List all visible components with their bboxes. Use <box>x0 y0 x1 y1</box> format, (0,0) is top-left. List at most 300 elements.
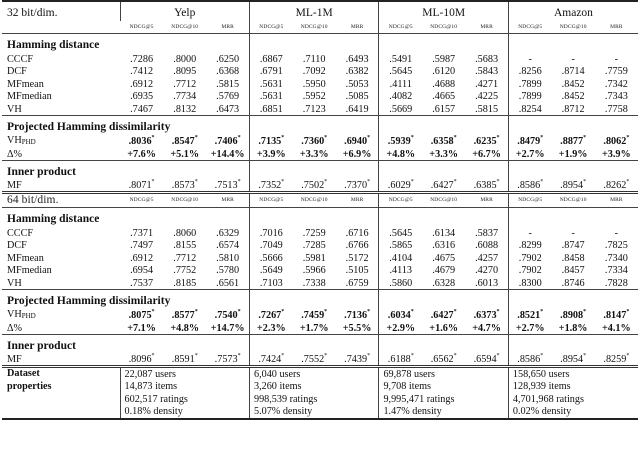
metric-value: +14.7% <box>210 322 245 334</box>
metric-header: MRR <box>480 23 493 30</box>
section-header-row <box>2 116 638 136</box>
section-header-row <box>2 208 638 228</box>
metric-value: .5865 <box>379 240 422 253</box>
significance-star: * <box>151 135 155 141</box>
significance-star: * <box>540 309 544 315</box>
dataset-stat: 4,701,968 ratings <box>508 393 638 406</box>
metric-value: .5669 <box>379 103 422 116</box>
dataset-header: ML-1M <box>249 1 378 21</box>
table-row <box>2 53 638 66</box>
metric-value: .7899 <box>508 91 551 104</box>
significance-star: * <box>453 179 457 185</box>
significance-star: * <box>237 135 241 141</box>
dataset-stat: 128,939 items <box>508 381 638 394</box>
metric-value: .7513* <box>214 179 241 191</box>
dataset-stat: 158,650 users <box>508 367 638 381</box>
metric-header: NDCG@5 <box>508 21 551 34</box>
method-name: DCF <box>7 240 27 252</box>
metric-value: +1.8% <box>558 322 588 334</box>
metric-value: .7016 <box>249 227 292 240</box>
metric-value: .8747 <box>561 240 585 252</box>
metric-value: .4679 <box>432 265 456 277</box>
metric-value: .6851 <box>249 103 292 116</box>
metric-value: .5780 <box>216 265 240 277</box>
method-name: $VH_{PHD}$ <box>7 135 36 146</box>
method-name: CCCF <box>7 227 34 239</box>
metric-value: .8132 <box>173 103 197 115</box>
table-row <box>2 78 638 91</box>
metric-value: .6368 <box>216 66 240 78</box>
significance-star: * <box>410 309 414 315</box>
metric-value: .7338 <box>302 277 326 289</box>
significance-star: * <box>496 179 500 185</box>
significance-star: * <box>151 309 155 315</box>
metric-value: .8591* <box>171 353 198 365</box>
metric-value: .6912 <box>130 78 154 90</box>
metric-value: .7049 <box>249 240 292 253</box>
metric-header: NDCG@10 <box>171 23 199 30</box>
significance-star: * <box>194 353 198 359</box>
metric-value: .4688 <box>432 78 456 90</box>
metric-value: - <box>614 227 619 239</box>
dataset-stat: 9,995,471 ratings <box>379 393 508 406</box>
metric-header: NDCG@5 <box>120 193 163 208</box>
metric-value: .8479* <box>508 135 551 148</box>
metric-header: NDCG@10 <box>163 193 206 208</box>
metric-value: - <box>571 227 575 239</box>
section-header-row <box>2 290 638 310</box>
metric-value: .6235* <box>473 135 500 147</box>
table-row <box>2 66 638 79</box>
metric-value: .4675 <box>432 252 456 264</box>
method-subscript: PHD <box>21 138 36 146</box>
metric-value: .4270 <box>475 265 499 277</box>
metric-header: MRR <box>595 193 638 208</box>
metric-value: +7.6% <box>127 148 156 160</box>
results-table <box>2 0 638 420</box>
metric-value: .7123 <box>302 103 326 115</box>
table-row <box>2 309 638 322</box>
metric-value: .5966 <box>302 265 326 277</box>
method-name: MFmean <box>7 252 44 264</box>
dataset-stat: 22,087 users <box>120 367 249 381</box>
metric-value: .7136* <box>344 309 371 321</box>
metric-value: .6716 <box>345 227 369 239</box>
metric-value: .7267* <box>249 309 292 322</box>
metric-value: .8573* <box>171 179 198 191</box>
dataset-stat: 998,539 ratings <box>249 393 378 406</box>
section-header-row <box>2 161 638 181</box>
metric-value: .8452 <box>561 78 585 90</box>
dataset-stat: 9,708 items <box>379 381 508 394</box>
table-row <box>2 91 638 104</box>
metric-value: .6385* <box>473 179 500 191</box>
metric-value: .4271 <box>475 78 499 90</box>
metric-header-row <box>2 21 638 34</box>
metric-header: MRR <box>206 193 249 208</box>
dataset-properties-label <box>2 393 120 406</box>
metric-value: .5769 <box>216 91 240 103</box>
metric-value: .6358* <box>430 135 457 147</box>
metric-value: .7103 <box>249 277 292 290</box>
metric-value: - <box>614 53 619 65</box>
metric-value: .7340 <box>604 252 628 264</box>
significance-star: * <box>324 135 328 141</box>
method-name: VH <box>7 103 22 115</box>
metric-value: .8185 <box>173 277 197 289</box>
metric-value: .6940* <box>344 135 371 147</box>
dataset-stat: 69,878 users <box>379 367 508 381</box>
metric-value: .7902 <box>508 265 551 278</box>
metric-value: .8712 <box>561 103 585 115</box>
metric-value: .7424* <box>249 354 292 367</box>
metric-value: .5843 <box>475 66 499 78</box>
metric-value: .4111 <box>379 78 422 91</box>
method-name: MFmedian <box>7 265 52 277</box>
significance-star: * <box>626 309 630 315</box>
metric-value: .4104 <box>379 252 422 265</box>
significance-star: * <box>626 135 630 141</box>
metric-value: .7734 <box>173 91 197 103</box>
dataset-properties-row <box>2 406 638 420</box>
metric-value: .6759 <box>345 277 369 289</box>
significance-star: * <box>194 309 198 315</box>
significance-star: * <box>453 135 457 141</box>
significance-star: * <box>583 179 587 185</box>
dataset-stat: 0.02% density <box>508 406 638 420</box>
metric-value: .8256 <box>508 66 551 79</box>
method-name: CCCF <box>7 53 34 65</box>
metric-header: MRR <box>221 23 234 30</box>
significance-star: * <box>324 309 328 315</box>
metric-value: .6427* <box>430 179 457 191</box>
metric-value: .8300 <box>508 277 551 290</box>
metric-value: .4082 <box>379 91 422 104</box>
significance-star: * <box>453 353 457 359</box>
metric-header: NDCG@10 <box>559 23 587 30</box>
bits-per-dim-label: 64 bit/dim. <box>2 193 120 208</box>
metric-value: .8060 <box>173 227 197 239</box>
metric-value: .8262* <box>603 179 630 191</box>
method-subscript: PHD <box>21 312 36 320</box>
metric-header: NDCG@10 <box>293 193 336 208</box>
metric-header: NDCG@10 <box>422 193 465 208</box>
metric-value: .6382 <box>345 66 369 78</box>
metric-value: .6134 <box>432 227 456 239</box>
metric-value: .5952 <box>302 91 326 103</box>
metric-value: .7712 <box>173 252 197 264</box>
significance-star: * <box>367 179 371 185</box>
significance-star: * <box>540 353 544 359</box>
significance-star: * <box>281 353 285 359</box>
metric-value: .7439* <box>344 353 371 365</box>
metric-value: .6329 <box>216 227 240 239</box>
metric-value: .8259* <box>603 353 630 365</box>
table-row <box>2 265 638 278</box>
significance-star: * <box>151 179 155 185</box>
metric-value: .6013 <box>475 277 499 289</box>
metric-value: .7370* <box>344 179 371 191</box>
metric-value: .6316 <box>432 240 456 252</box>
dataset-stat: 6,040 users <box>249 367 378 381</box>
metric-value: .7412 <box>130 66 154 78</box>
metric-value: +4.8% <box>170 322 200 334</box>
metric-value: .8096* <box>128 353 155 365</box>
significance-star: * <box>626 179 630 185</box>
significance-star: * <box>151 353 155 359</box>
dataset-header: Yelp <box>120 1 249 21</box>
metric-value: .8586* <box>508 180 551 193</box>
metric-value: .5815 <box>475 103 499 115</box>
metric-value: .5987 <box>432 53 456 65</box>
metric-value: .7092 <box>302 66 326 78</box>
metric-value: - <box>571 53 575 65</box>
metric-value: .5950 <box>302 78 326 90</box>
metric-value: .5172 <box>345 252 369 264</box>
significance-star: * <box>540 179 544 185</box>
metric-value: .5645 <box>379 66 422 79</box>
significance-star: * <box>496 353 500 359</box>
method-name: MFmean <box>7 78 44 90</box>
dataset-stat: 1.47% density <box>379 406 508 420</box>
metric-value: .8547* <box>171 135 198 147</box>
bits-per-dim-label: 32 bit/dim. <box>2 1 120 21</box>
significance-star: * <box>367 309 371 315</box>
metric-value: .5815 <box>216 78 240 90</box>
metric-value: .8954* <box>560 353 587 365</box>
metric-value: .6561 <box>216 277 240 289</box>
table-row <box>2 240 638 253</box>
metric-value: .4225 <box>475 91 499 103</box>
significance-star: * <box>367 135 371 141</box>
metric-value: .8457 <box>561 265 585 277</box>
metric-value: .8000 <box>173 53 197 65</box>
metric-value: .8071* <box>128 179 155 191</box>
metric-value: .6250 <box>216 53 240 65</box>
metric-value: .8954* <box>560 179 587 191</box>
section-title: Inner product <box>2 161 120 181</box>
metric-value: .6029* <box>379 180 422 193</box>
metric-value: .8521* <box>508 309 551 322</box>
metric-value: .6562* <box>430 353 457 365</box>
metric-value: +4.1% <box>601 322 631 334</box>
metric-value: .5631 <box>249 78 292 91</box>
metric-value: .7459* <box>301 309 328 321</box>
metric-value: .6328 <box>432 277 456 289</box>
metric-value: .7342 <box>604 78 628 90</box>
metric-value: .7360* <box>301 135 328 147</box>
metric-value: .6594* <box>473 353 500 365</box>
metric-value: .6419 <box>345 103 369 115</box>
metric-value: .7537 <box>130 277 154 289</box>
table-row <box>2 180 638 193</box>
metric-header: NDCG@10 <box>300 23 328 30</box>
significance-star: * <box>410 135 414 141</box>
metric-header: MRR <box>336 193 379 208</box>
metric-value: +1.7% <box>299 322 329 334</box>
metric-value: .6791 <box>249 66 292 79</box>
metric-value: .5491 <box>379 53 422 66</box>
significance-star: * <box>583 353 587 359</box>
metric-value: .7110 <box>302 53 326 65</box>
metric-value: .8577* <box>171 309 198 321</box>
table-row <box>2 227 638 240</box>
metric-value: .7758 <box>604 103 628 115</box>
metric-value: .6473 <box>216 103 240 115</box>
significance-star: * <box>237 353 241 359</box>
metric-value: .5649 <box>249 265 292 278</box>
metric-value: .6157 <box>432 103 456 115</box>
metric-value: .6373* <box>473 309 500 321</box>
dataset-properties-label: Dataset <box>2 367 120 381</box>
metric-header: NDCG@10 <box>430 23 458 30</box>
dataset-properties-label <box>2 406 120 420</box>
metric-value: .7502* <box>301 179 328 191</box>
metric-value: +3.3% <box>429 148 459 160</box>
metric-value: .7902 <box>508 252 551 265</box>
metric-value: +6.9% <box>342 148 372 160</box>
table-row <box>2 103 638 116</box>
dataset-stat: 14,873 items <box>120 381 249 394</box>
metric-value: .7467 <box>130 103 154 115</box>
metric-value: .5939* <box>379 135 422 148</box>
metric-value: .4665 <box>432 91 456 103</box>
metric-header: NDCG@5 <box>129 23 154 30</box>
metric-value: .8458 <box>561 252 585 264</box>
significance-star: * <box>194 135 198 141</box>
section-title: Hamming distance <box>2 34 120 54</box>
metric-value: +5.1% <box>170 148 200 160</box>
significance-star: * <box>496 309 500 315</box>
metric-value: +4.7% <box>472 322 501 334</box>
metric-value: .6427* <box>430 309 457 321</box>
metric-value: .6188* <box>379 354 422 367</box>
metric-value: +1.9% <box>558 148 588 160</box>
metric-value: +2.9% <box>379 322 422 335</box>
metric-value: +7.1% <box>127 322 156 334</box>
metric-value: .8036* <box>128 135 155 147</box>
method-name: MFmedian <box>7 91 52 103</box>
metric-value: .6954 <box>130 265 154 277</box>
metric-value: .7406* <box>214 135 241 147</box>
metric-value: .7828 <box>604 277 628 289</box>
dataset-header: ML-10M <box>379 1 508 21</box>
significance-star: * <box>496 135 500 141</box>
metric-value: +2.3% <box>249 322 292 335</box>
metric-header: MRR <box>465 193 508 208</box>
metric-value: +5.5% <box>342 322 372 334</box>
block-header <box>2 1 638 21</box>
metric-value: .6088 <box>475 240 499 252</box>
significance-star: * <box>410 179 414 185</box>
table-row <box>2 322 638 335</box>
metric-value: .5683 <box>475 53 499 65</box>
metric-value: .5981 <box>302 252 326 264</box>
method-name: VH <box>7 277 22 289</box>
metric-value: +3.9% <box>249 148 292 161</box>
table-row <box>2 277 638 290</box>
block-header <box>2 193 638 208</box>
metric-value: .5837 <box>475 227 499 239</box>
significance-star: * <box>237 309 241 315</box>
metric-value: .7825 <box>604 240 628 252</box>
metric-value: .8714 <box>561 66 585 78</box>
section-title: Hamming distance <box>2 208 120 228</box>
metric-value: .8586* <box>508 354 551 367</box>
metric-value: .7759 <box>604 66 628 78</box>
metric-value: .7712 <box>173 78 197 90</box>
section-title: Inner product <box>2 335 120 355</box>
dataset-properties-label: properties <box>7 380 52 392</box>
significance-star: * <box>194 179 198 185</box>
metric-value: .7552* <box>301 353 328 365</box>
metric-value: .8299 <box>508 240 551 253</box>
metric-value: .6034* <box>379 309 422 322</box>
metric-value: .5810 <box>216 252 240 264</box>
significance-star: * <box>281 135 285 141</box>
metric-value: .7352* <box>249 180 292 193</box>
significance-star: * <box>367 353 371 359</box>
metric-value: .7259 <box>302 227 326 239</box>
metric-value: .6867 <box>249 53 292 66</box>
method-name: MF <box>7 354 22 365</box>
metric-value: .7573* <box>214 353 241 365</box>
metric-value: .4113 <box>379 265 422 278</box>
method-name: $VH_{PHD}$ <box>7 309 36 320</box>
table-row <box>2 135 638 148</box>
metric-value: .8075* <box>128 309 155 321</box>
significance-star: * <box>281 179 285 185</box>
significance-star: * <box>410 353 414 359</box>
dataset-properties-row <box>2 393 638 406</box>
significance-star: * <box>626 353 630 359</box>
section-header-row <box>2 34 638 54</box>
dataset-stat: 0.18% density <box>120 406 249 420</box>
metric-header: NDCG@5 <box>249 21 292 34</box>
table-row <box>2 354 638 367</box>
metric-value: .7286 <box>130 53 154 65</box>
metric-value: +2.7% <box>508 322 551 335</box>
metric-value: .8095 <box>173 66 197 78</box>
metric-value: +3.3% <box>299 148 329 160</box>
method-name: Δ% <box>7 148 23 160</box>
metric-value: .5645 <box>379 227 422 240</box>
metric-value: +3.9% <box>601 148 631 160</box>
metric-header: MRR <box>350 23 364 30</box>
metric-value: .4257 <box>475 252 499 264</box>
metric-value: .7752 <box>173 265 197 277</box>
dataset-properties-row <box>2 367 638 381</box>
section-title: Projected Hamming dissimilarity <box>2 290 120 310</box>
metric-value: .5085 <box>345 91 369 103</box>
metric-value: .8062* <box>603 135 630 147</box>
metric-value: +4.8% <box>379 148 422 161</box>
method-name: Δ% <box>7 322 23 334</box>
metric-header: NDCG@5 <box>379 193 422 208</box>
metric-value: +1.6% <box>429 322 459 334</box>
section-header-row <box>2 335 638 355</box>
metric-value: .8908* <box>560 309 587 321</box>
metric-value: .6912 <box>130 252 154 264</box>
metric-value: .8155 <box>173 240 197 252</box>
metric-header: NDCG@5 <box>508 193 551 208</box>
significance-star: * <box>324 353 328 359</box>
metric-header: NDCG@10 <box>552 193 595 208</box>
metric-value: .7497 <box>130 240 154 252</box>
metric-value: .7540* <box>214 309 241 321</box>
table-row <box>2 148 638 161</box>
significance-star: * <box>540 135 544 141</box>
